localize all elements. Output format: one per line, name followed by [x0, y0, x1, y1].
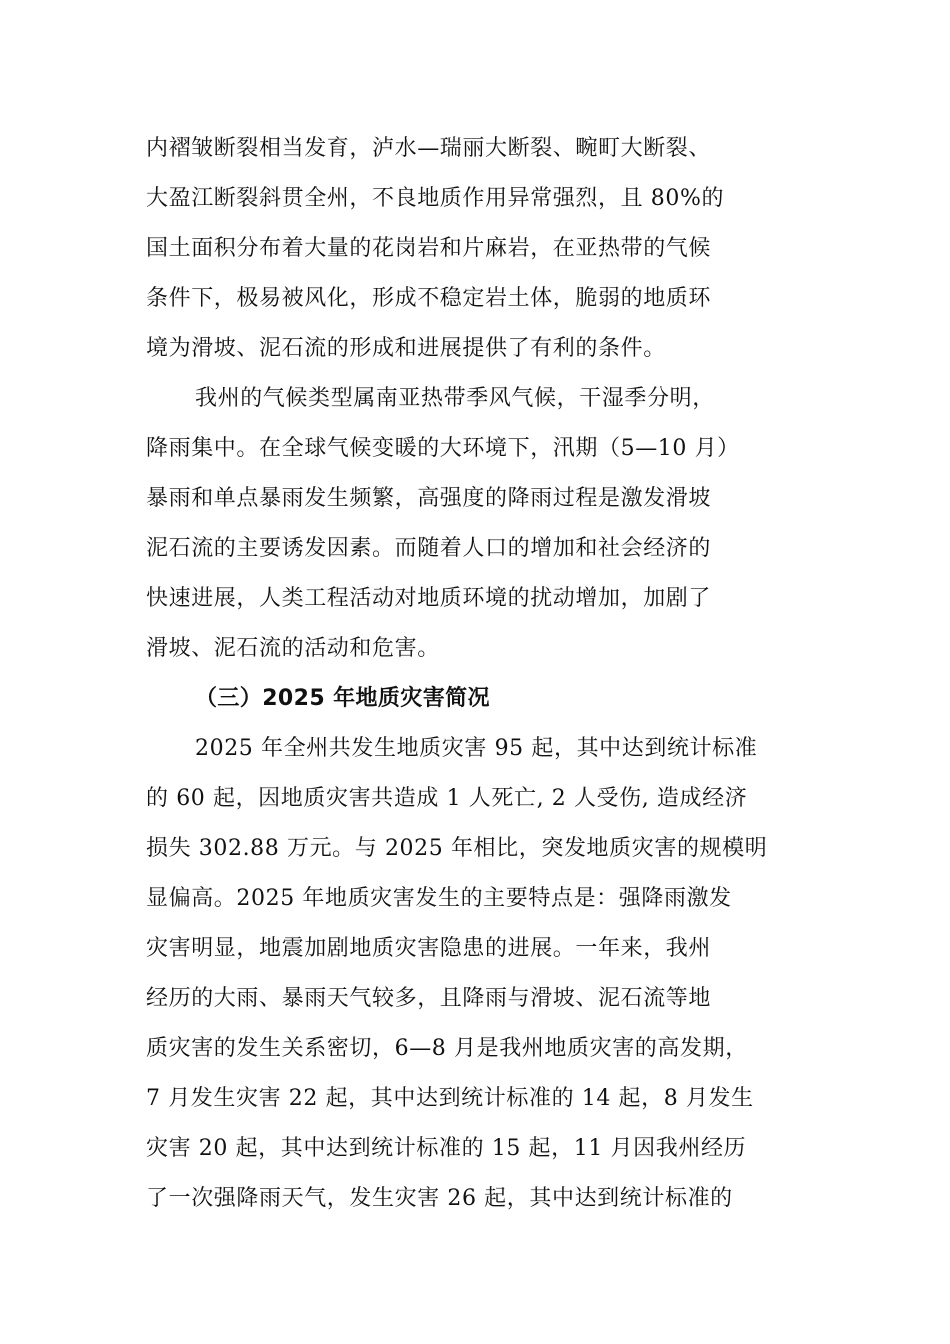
text-line: 显偏高。2025 年地质灾害发生的主要特点是：强降雨激发 [146, 886, 732, 911]
paragraph-first-line: 2025 年全州共发生地质灾害 95 起，其中达到统计标准 [195, 736, 758, 761]
section-heading: （三）2025 年地质灾害简况 [195, 686, 490, 711]
text-line: 了一次强降雨天气，发生灾害 26 起，其中达到统计标准的 [146, 1186, 733, 1211]
text-line: 大盈江断裂斜贯全州，不良地质作用异常强烈，且 80%的 [146, 186, 725, 211]
text-line: 国土面积分布着大量的花岗岩和片麻岩，在亚热带的气候 [146, 236, 712, 261]
text-line: 灾害 20 起，其中达到统计标准的 15 起，11 月因我州经历 [146, 1136, 747, 1161]
text-line: 损失 302.88 万元。与 2025 年相比，突发地质灾害的规模明 [146, 836, 768, 861]
text-line: 滑坡、泥石流的活动和危害。 [146, 636, 440, 661]
text-line: 境为滑坡、泥石流的形成和进展提供了有利的条件。 [146, 336, 666, 361]
text-line: 降雨集中。在全球气候变暖的大环境下，汛期（5—10 月） [146, 436, 740, 461]
text-line: 7 月发生灾害 22 起，其中达到统计标准的 14 起，8 月发生 [146, 1086, 754, 1111]
text-line: 暴雨和单点暴雨发生频繁，高强度的降雨过程是激发滑坡 [146, 486, 712, 511]
text-line: 经历的大雨、暴雨天气较多，且降雨与滑坡、泥石流等地 [146, 986, 712, 1011]
text-line: 质灾害的发生关系密切，6—8 月是我州地质灾害的高发期， [146, 1036, 748, 1061]
text-line: 快速进展，人类工程活动对地质环境的扰动增加，加剧了 [146, 586, 712, 611]
text-line: 泥石流的主要诱发因素。而随着人口的增加和社会经济的 [146, 536, 712, 561]
text-line: 内褶皱断裂相当发育，泸水—瑞丽大断裂、畹町大断裂、 [146, 136, 712, 161]
text-line: 条件下，极易被风化，形成不稳定岩土体，脆弱的地质环 [146, 286, 712, 311]
text-line: 的 60 起，因地质灾害共造成 1 人死亡, 2 人受伤, 造成经济 [146, 786, 748, 811]
paragraph-first-line: 我州的气候类型属南亚热带季风气候，干湿季分明， [195, 386, 715, 411]
text-line: 灾害明显，地震加剧地质灾害隐患的进展。一年来，我州 [146, 936, 712, 961]
